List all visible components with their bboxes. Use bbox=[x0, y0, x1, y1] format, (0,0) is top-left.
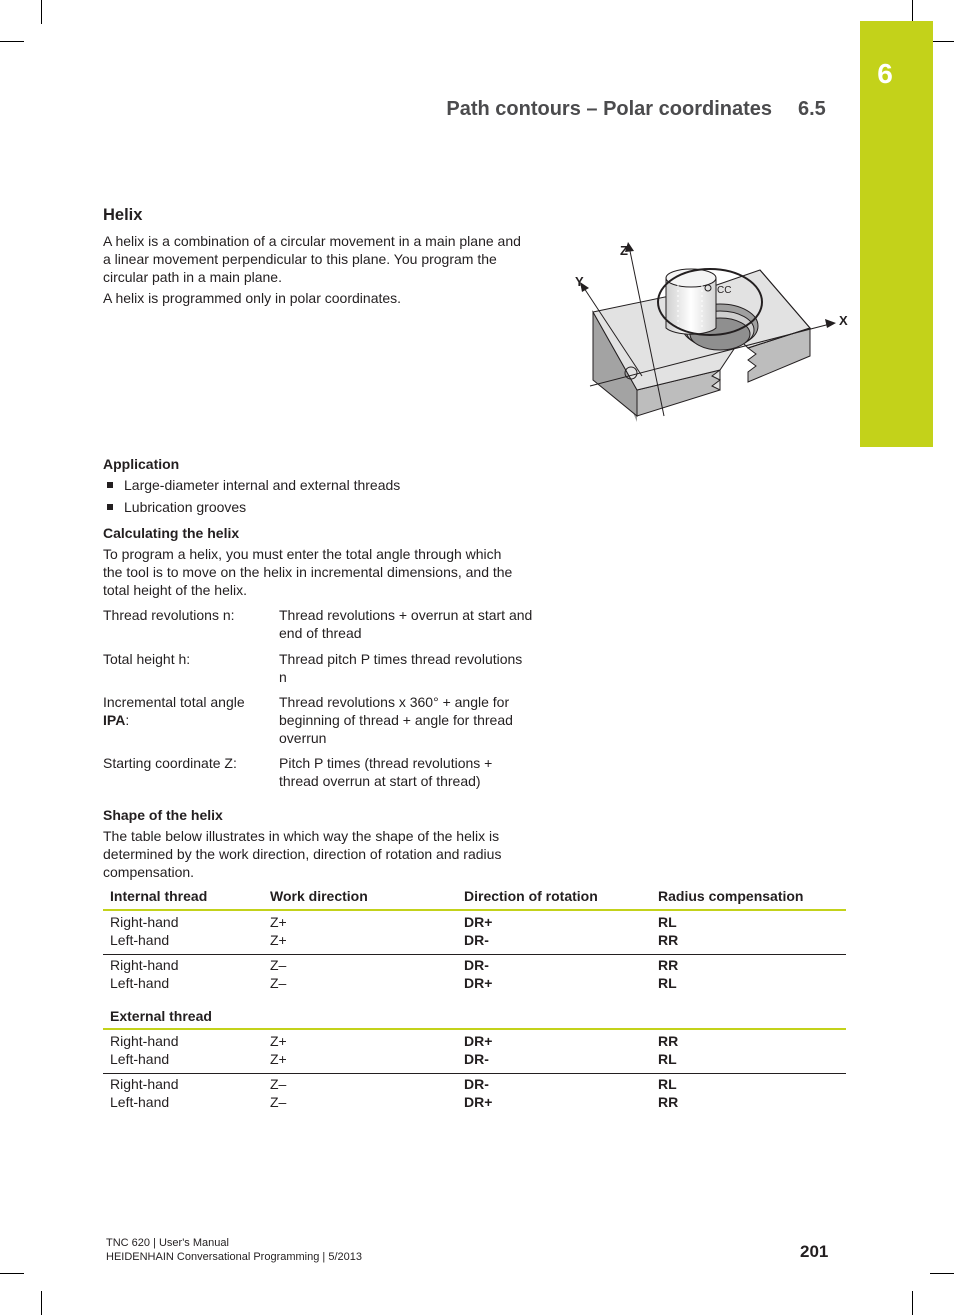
text-line: n bbox=[279, 669, 287, 685]
definition-term: Starting coordinate Z: bbox=[103, 755, 237, 771]
text-line: circular path in a main plane. bbox=[103, 269, 282, 285]
text-line: DR- bbox=[464, 1076, 489, 1092]
table-cell bbox=[270, 1076, 286, 1111]
shape-intro bbox=[103, 827, 501, 881]
calculating-heading: Calculating the helix bbox=[103, 525, 240, 541]
table-cell bbox=[270, 957, 286, 992]
axis-label-y: Y bbox=[575, 274, 584, 289]
table-cell bbox=[270, 1033, 287, 1068]
text-line: RL bbox=[658, 1050, 677, 1067]
text-line: DR+ bbox=[464, 1093, 493, 1110]
text-line: the tool is to move on the helix in incremental dimensions, and the bbox=[103, 564, 513, 580]
section-number: 6.5 bbox=[798, 98, 826, 120]
text-line: Left-hand bbox=[110, 1093, 170, 1110]
table-rule bbox=[103, 1073, 846, 1074]
text-line: DR+ bbox=[464, 914, 493, 930]
text-line: Right-hand bbox=[110, 1033, 179, 1049]
text-line: Incremental total angle bbox=[103, 694, 245, 710]
text-line: DR+ bbox=[464, 1033, 493, 1049]
text-line: Right-hand bbox=[110, 914, 179, 930]
text-line: end of thread bbox=[279, 625, 362, 641]
table-cell bbox=[658, 957, 678, 992]
footer-line: TNC 620 | User's Manual bbox=[106, 1237, 229, 1249]
helix-intro bbox=[103, 232, 521, 286]
helix-heading: Helix bbox=[103, 206, 143, 224]
text-line: Left-hand bbox=[110, 931, 170, 948]
page-number: 201 bbox=[800, 1242, 829, 1261]
definition-term: Total height h: bbox=[103, 651, 191, 667]
colon: : bbox=[125, 712, 130, 728]
table-cell bbox=[110, 1076, 179, 1111]
text-line: DR- bbox=[464, 1050, 489, 1067]
table-cell bbox=[110, 914, 179, 949]
table-cell bbox=[110, 1033, 179, 1068]
text-line: Left-hand bbox=[110, 974, 170, 991]
text-line: total height of the helix. bbox=[103, 582, 247, 598]
axis-label-x: X bbox=[839, 313, 848, 328]
cc-label: CC bbox=[717, 285, 732, 296]
section-title: Path contours – Polar coordinates bbox=[446, 98, 772, 120]
definition-term bbox=[103, 693, 245, 729]
list-item: Large-diameter internal and external threads bbox=[124, 477, 401, 493]
text-line: The table below illustrates in which way the shape of the helix is bbox=[103, 828, 500, 844]
text-line: Z+ bbox=[270, 931, 287, 948]
table-cell bbox=[464, 1076, 492, 1111]
table-subheader: External thread bbox=[110, 1008, 212, 1024]
crop-mark bbox=[912, 1291, 913, 1315]
bullet-icon bbox=[107, 504, 113, 510]
text-line: Z+ bbox=[270, 914, 287, 930]
crop-mark bbox=[930, 1273, 954, 1274]
text-line: DR- bbox=[464, 931, 489, 948]
x-arrow bbox=[825, 319, 836, 328]
table-header: Radius compensation bbox=[658, 888, 804, 904]
text-line: RR bbox=[658, 957, 679, 973]
text-line: Z+ bbox=[270, 1033, 287, 1049]
text-line: Right-hand bbox=[110, 1076, 179, 1092]
text-line: Z– bbox=[270, 974, 287, 991]
axis-label-z: Z bbox=[620, 243, 628, 258]
table-cell bbox=[658, 914, 678, 949]
text-line: Left-hand bbox=[110, 1050, 170, 1067]
text-line: Thread revolutions x 360° + angle for bbox=[279, 694, 510, 710]
definition-term: Thread revolutions n: bbox=[103, 607, 235, 623]
crop-mark bbox=[41, 1291, 42, 1315]
crop-mark bbox=[0, 41, 24, 42]
definition-desc bbox=[279, 650, 522, 686]
text-line: Z– bbox=[270, 1093, 287, 1110]
text-line: RL bbox=[658, 914, 677, 930]
table-cell bbox=[464, 957, 492, 992]
polar-note: A helix is programmed only in polar coordinates. bbox=[103, 290, 402, 306]
text-line: DR+ bbox=[464, 974, 493, 991]
list-item: Lubrication grooves bbox=[124, 499, 247, 515]
table-cell bbox=[270, 914, 287, 949]
calculating-intro bbox=[103, 545, 512, 599]
text-line: compensation. bbox=[103, 864, 195, 880]
ipa-label: IPA bbox=[103, 712, 126, 728]
text-line: A helix is a combination of a circular movement in a main plane and bbox=[103, 233, 521, 249]
table-rule bbox=[103, 909, 846, 911]
text-line: DR- bbox=[464, 957, 489, 973]
table-header: Internal thread bbox=[110, 888, 208, 904]
footer-text bbox=[106, 1236, 362, 1264]
text-line: RL bbox=[658, 1076, 677, 1092]
crop-mark bbox=[930, 41, 954, 42]
table-rule bbox=[103, 1028, 846, 1030]
table-cell bbox=[658, 1076, 678, 1111]
application-heading: Application bbox=[103, 456, 180, 472]
chapter-number: 6 bbox=[877, 58, 893, 89]
crop-mark bbox=[41, 0, 42, 24]
text-line: To program a helix, you must enter the total angle through which bbox=[103, 546, 502, 562]
definition-desc bbox=[279, 606, 532, 642]
table-header: Work direction bbox=[270, 888, 368, 904]
text-line: a linear movement perpendicular to this plane. You program the bbox=[103, 251, 497, 267]
crop-mark bbox=[0, 1273, 24, 1274]
text-line: beginning of thread + angle for thread bbox=[279, 712, 513, 728]
table-header: Direction of rotation bbox=[464, 888, 598, 904]
table-cell bbox=[658, 1033, 678, 1068]
footer-line: HEIDENHAIN Conversational Programming | 5/2013 bbox=[106, 1251, 362, 1263]
text-line: Z– bbox=[270, 1076, 287, 1092]
text-line: RL bbox=[658, 974, 677, 991]
text-line: Thread revolutions + overrun at start and bbox=[279, 607, 533, 623]
text-line: Thread pitch P times thread revolutions bbox=[279, 651, 523, 667]
text-line: Z+ bbox=[270, 1050, 287, 1067]
text-line: RR bbox=[658, 1033, 679, 1049]
text-line: RR bbox=[658, 931, 679, 948]
text-line: overrun bbox=[279, 730, 327, 746]
definition-desc bbox=[279, 754, 492, 790]
text-line: Z– bbox=[270, 957, 287, 973]
shape-heading: Shape of the helix bbox=[103, 807, 223, 823]
text-line: Pitch P times (thread revolutions + bbox=[279, 755, 493, 771]
text-line: determined by the work direction, direction of rotation and radius bbox=[103, 846, 502, 862]
bullet-icon bbox=[107, 482, 113, 488]
table-rule bbox=[103, 954, 846, 955]
text-line: RR bbox=[658, 1093, 679, 1110]
table-cell bbox=[464, 914, 492, 949]
helix-figure bbox=[560, 230, 860, 430]
text-line bbox=[103, 711, 245, 729]
table-cell bbox=[110, 957, 179, 992]
table-cell bbox=[464, 1033, 492, 1068]
text-line: Right-hand bbox=[110, 957, 179, 973]
text-line: thread overrun at start of thread) bbox=[279, 773, 481, 789]
definition-desc bbox=[279, 693, 513, 747]
